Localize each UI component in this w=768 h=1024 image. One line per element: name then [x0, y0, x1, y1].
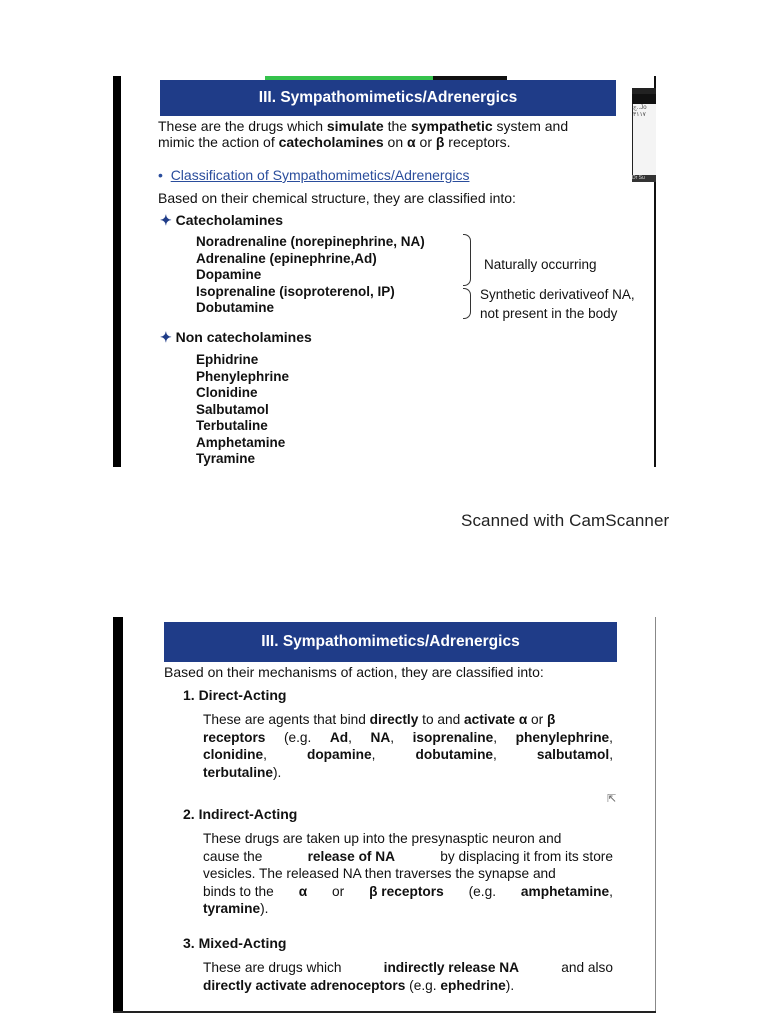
camscanner-watermark: Scanned with CamScanner [461, 511, 670, 530]
catecholamines-heading: ✦ Catecholamines [160, 212, 283, 228]
mixed-acting-heading: 3. Mixed-Acting [183, 935, 287, 951]
list-item: Terbutaline [196, 418, 268, 433]
popup-titlebar[interactable] [632, 94, 656, 104]
intro-line-1: These are the drugs which simulate the sympathetic system and [158, 118, 569, 134]
list-item: Ephidrine [196, 352, 259, 367]
slide-left-border [113, 76, 121, 467]
list-item: Phenylephrine [196, 368, 290, 384]
indirect-acting-text: These drugs are taken up into the presynasptic neuron and cause the release of NA by displacing it from its store vesicles. The released NA then traverses the synapse and binds to the α or β receptors (e.g. amphetamine, tyramine). [203, 831, 613, 916]
video-call-popup[interactable] [632, 88, 656, 182]
catecholamine-list [196, 234, 425, 317]
mouse-cursor-icon: ⇱ [607, 793, 617, 805]
slide-left-border [113, 617, 123, 1013]
popup-content [633, 104, 656, 176]
list-item: Salbutamol [196, 401, 269, 417]
popup-label: Dr Su [632, 175, 656, 182]
classification-heading: • Classification of Sympathomimetics/Adrenergics [158, 167, 470, 183]
list-item: Adrenaline (epinephrine,Ad) [196, 250, 377, 266]
popup-text-2: ۳۱۱۷ [633, 112, 646, 118]
slide-title: III. Sympathomimetics/Adrenergics [160, 80, 616, 116]
list-item: Clonidine [196, 385, 258, 400]
based-on-mechanism: Based on their mechanisms of action, they are classified into: [164, 664, 544, 680]
slide-bottom-border [113, 1011, 656, 1013]
non-catecholamines-heading: ✦ Non catecholamines [160, 329, 312, 345]
list-item: Dobutamine [196, 300, 275, 315]
slide-right-border [655, 617, 656, 1013]
arrow-bullet-icon: ✦ [160, 212, 172, 228]
list-item: Tyramine [196, 451, 256, 466]
slide-1 [113, 76, 656, 467]
indirect-acting-heading: 2. Indirect-Acting [183, 806, 298, 822]
non-catecholamine-list [196, 352, 289, 467]
synthetic-note-1: Synthetic derivativeof NA, [480, 287, 635, 302]
direct-acting-heading: 1. Direct-Acting [183, 687, 287, 703]
intro-line-2: mimic the action of catecholamines on α or β receptors. [158, 134, 511, 150]
synthetic-brace [463, 288, 471, 319]
list-item: Dopamine [196, 267, 262, 282]
mixed-acting-text: These are drugs which indirectly release NA and also directly activate adrenoceptors (e.g. ephedrine). [203, 960, 613, 993]
natural-brace [463, 234, 471, 286]
natural-note: Naturally occurring [484, 257, 597, 272]
arrow-bullet-icon: ✦ [160, 329, 172, 345]
list-item: Noradrenaline (norepinephrine, NA) [196, 234, 425, 249]
list-item: Isoprenaline (isoproterenol, IP) [196, 283, 395, 299]
slide-title: III. Sympathomimetics/Adrenergics [164, 622, 617, 662]
based-on-chemical: Based on their chemical structure, they are classified into: [158, 190, 516, 206]
list-item: Amphetamine [196, 434, 286, 450]
synthetic-note-2: not present in the body [480, 306, 618, 321]
slide-2 [113, 617, 656, 1013]
popup-text-1: ج..Jo [633, 105, 647, 111]
direct-acting-text: These are agents that bind directly to and activate α or β receptors (e.g. Ad, NA, isoprenaline, phenylephrine, clonidine, dopamine, dobutamine, salbutamol, terbutaline). [203, 712, 613, 780]
